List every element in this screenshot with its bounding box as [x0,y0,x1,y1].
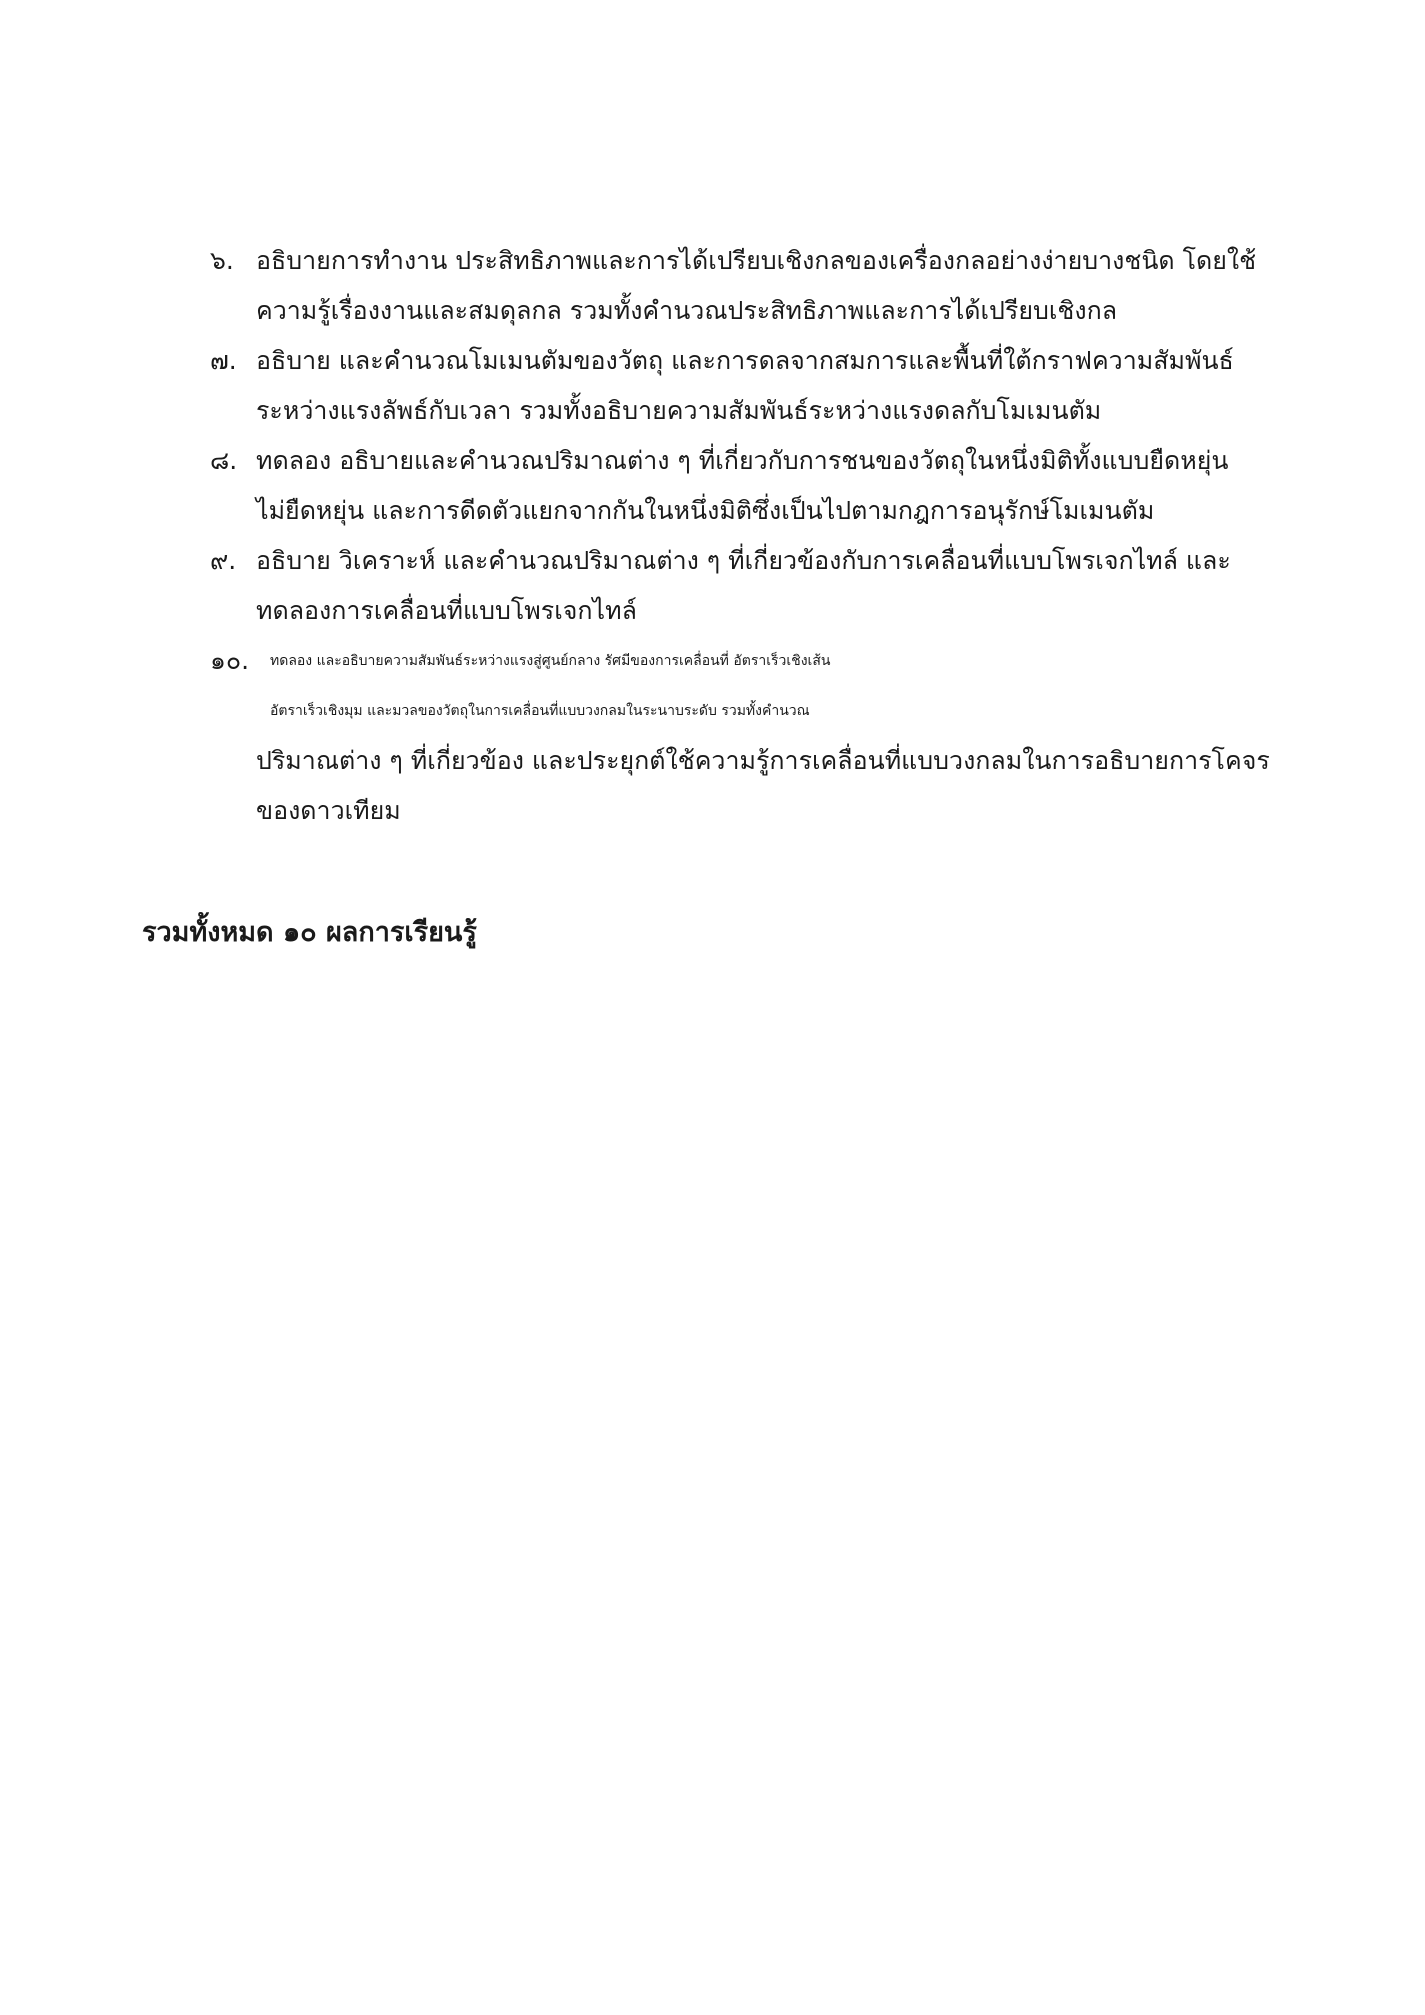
outcome-text-line: ทดลอง และอธิบายความสัมพันธ์ระหว่างแรงสู่ศูนย์กลาง รัศมีของการเคลื่อนที่ อัตราเร็วเชิงเส้น [270,653,831,669]
outcome-text-line: ของดาวเทียม [256,796,401,825]
outcome-number: ๗. [210,346,237,375]
outcome-text-line: ไม่ยืดหยุ่น และการดีดตัวแยกจากกันในหนึ่งมิติซึ่งเป็นไปตามกฎการอนุรักษ์โมเมนตัม [256,496,1155,525]
outcome-text-line: อธิบาย วิเคราะห์ และคำนวณปริมาณต่าง ๆ ที่เกี่ยวข้องกับการเคลื่อนที่แบบโพรเจกไทล์ และ [256,546,1231,575]
outcome-number: ๑๐. [210,646,250,675]
learning-outcome-8 [210,436,1290,536]
learning-outcome-7 [210,336,1290,436]
outcome-text-line: ทดลองการเคลื่อนที่แบบโพรเจกไทล์ [256,596,637,625]
outcome-number: ๘. [210,446,238,475]
outcome-text-line: ระหว่างแรงลัพธ์กับเวลา รวมทั้งอธิบายความสัมพันธ์ระหว่างแรงดลกับโมเมนตัม [256,396,1102,425]
learning-outcome-9 [210,536,1290,636]
outcome-text-line: ความรู้เรื่องงานและสมดุลกล รวมทั้งคำนวณประสิทธิภาพและการได้เปรียบเชิงกล [256,296,1118,325]
learning-outcome-10 [210,636,1290,836]
outcome-text-line: อธิบาย และคำนวณโมเมนตัมของวัตถุ และการดลจากสมการและพื้นที่ใต้กราฟความสัมพันธ์ [256,346,1234,375]
outcome-number: ๖. [210,246,234,275]
outcomes-total-summary: รวมทั้งหมด ๑๐ ผลการเรียนรู้ [142,917,477,948]
outcome-number: ๙. [210,546,237,575]
learning-outcomes-list [210,236,1290,836]
outcome-text-line: ทดลอง อธิบายและคำนวณปริมาณต่าง ๆ ที่เกี่ยวกับการชนของวัตถุในหนึ่งมิติทั้งแบบยืดหยุ่น [256,446,1229,475]
outcome-text-line: อัตราเร็วเชิงมุม และมวลของวัตถุในการเคลื่อนที่แบบวงกลมในระนาบระดับ รวมทั้งคำนวณ [270,703,810,719]
outcome-text-line: ปริมาณต่าง ๆ ที่เกี่ยวข้อง และประยุกต์ใช้ความรู้การเคลื่อนที่แบบวงกลมในการอธิบายการโคจร [256,746,1270,775]
outcome-text-line: อธิบายการทำงาน ประสิทธิภาพและการได้เปรียบเชิงกลของเครื่องกลอย่างง่ายบางชนิด โดยใช้ [256,246,1257,275]
learning-outcome-6 [210,236,1290,336]
